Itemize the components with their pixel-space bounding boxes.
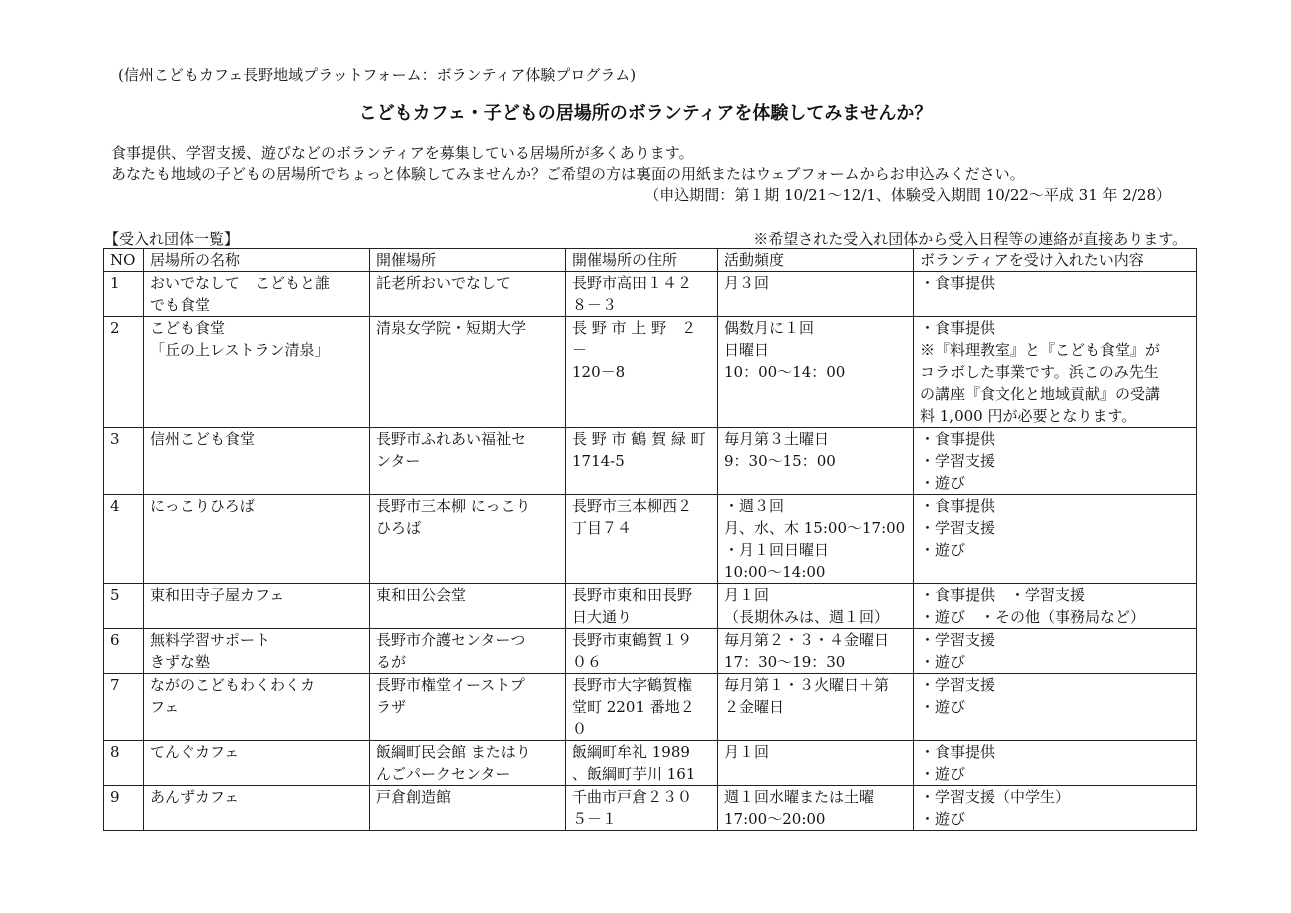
cell-address: 長 野 市 上 野 ２－ 120－8 [566, 317, 718, 428]
cell-frequency: 月３回 [718, 272, 914, 317]
cell-venue: 長野市三本柳 にっこり ひろば [370, 495, 566, 584]
cell-content: ・食事提供 ・学習支援 ・遊び [914, 428, 1197, 495]
cell-venue: 戸倉創造館 [370, 786, 566, 831]
column-header-venue: 開催場所 [370, 249, 566, 272]
column-header-address: 開催場所の住所 [566, 249, 718, 272]
column-header-frequency: 活動頻度 [718, 249, 914, 272]
cell-address: 長野市東鶴賀１９ ０６ [566, 629, 718, 674]
cell-venue: 長野市ふれあい福祉セ ンター [370, 428, 566, 495]
cell-address: 長野市大字鶴賀権 堂町 2201 番地２ ０ [566, 674, 718, 741]
cell-name: 無料学習サポート きずな塾 [144, 629, 370, 674]
cell-frequency: 毎月第３土曜日 9：30～15：00 [718, 428, 914, 495]
cell-name: にっこりひろば [144, 495, 370, 584]
table-row [104, 629, 1197, 674]
cell-name: こども食堂 「丘の上レストラン清泉」 [144, 317, 370, 428]
table-row [104, 495, 1197, 584]
cell-content: ・学習支援 ・遊び [914, 674, 1197, 741]
cell-name: てんぐカフェ [144, 741, 370, 786]
cell-no: 8 [104, 741, 144, 786]
table-row [104, 584, 1197, 629]
table-row [104, 674, 1197, 741]
list-label: 【受入れ団体一覧】 [104, 230, 240, 248]
cell-content: ・学習支援 ・遊び [914, 629, 1197, 674]
table-row [104, 272, 1197, 317]
cell-no: 7 [104, 674, 144, 741]
cell-no: 2 [104, 317, 144, 428]
cell-no: 9 [104, 786, 144, 831]
cell-address: 長野市東和田長野 日大通り [566, 584, 718, 629]
application-period: （申込期間：第１期 10/21～12/1、体験受入期間 10/22～平成 31 年 2/28） [644, 186, 1171, 204]
cell-venue: 託老所おいでなして [370, 272, 566, 317]
cell-content: ・学習支援（中学生） ・遊び [914, 786, 1197, 831]
table-row [104, 428, 1197, 495]
cell-frequency: 週１回水曜または土曜 17:00～20:00 [718, 786, 914, 831]
cell-address: 長野市高田１４２ ８－３ [566, 272, 718, 317]
column-header-no: NO [104, 249, 144, 272]
cell-venue: 飯綱町民会館 またはり んごパークセンター [370, 741, 566, 786]
cell-frequency: 毎月第２・３・４金曜日 17：30～19：30 [718, 629, 914, 674]
cell-frequency: 毎月第１・３火曜日＋第 ２金曜日 [718, 674, 914, 741]
intro-text-line-2: あなたも地域の子どもの居場所でちょっと体験してみませんか？ご希望の方は裏面の用紙またはウェブフォームからお申込みください。 [111, 165, 1025, 183]
table-row [104, 317, 1197, 428]
cell-no: 5 [104, 584, 144, 629]
cell-address: 長野市三本柳西２ 丁目７４ [566, 495, 718, 584]
cell-name: あんずカフェ [144, 786, 370, 831]
cell-venue: 長野市介護センターつ るが [370, 629, 566, 674]
page-title: こどもカフェ・子どもの居場所のボランティアを体験してみませんか？ [358, 103, 933, 124]
cell-no: 4 [104, 495, 144, 584]
contact-notice: ※希望された受入れ団体から受入日程等の連絡が直接あります。 [753, 230, 1187, 248]
table-row [104, 741, 1197, 786]
cell-no: 3 [104, 428, 144, 495]
cell-frequency: ・週３回 月、水、木 15:00～17:00 ・月１回日曜日 10:00～14:00 [718, 495, 914, 584]
table-header-row [104, 249, 1197, 272]
cell-frequency: 偶数月に１回 日曜日 10：00～14：00 [718, 317, 914, 428]
cell-name: おいでなして こどもと誰 でも食堂 [144, 272, 370, 317]
cell-content: ・食事提供 ※『料理教室』と『こども食堂』が コラボした事業です。浜このみ先生 の講座『食文化と地域貢献』の受講 料 1,000 円が必要となります。 [914, 317, 1197, 428]
cell-name: ながのこどもわくわくカ フェ [144, 674, 370, 741]
cell-frequency: 月１回 [718, 741, 914, 786]
intro-text-line-1: 食事提供、学習支援、遊びなどのボランティアを募集している居場所が多くあります。 [111, 144, 694, 162]
cell-no: 1 [104, 272, 144, 317]
cell-venue: 清泉女学院・短期大学 [370, 317, 566, 428]
column-header-content: ボランティアを受け入れたい内容 [914, 249, 1197, 272]
program-subtitle: (信州こどもカフェ長野地域プラットフォーム：ボランティア体験プログラム) [118, 66, 637, 84]
cell-venue: 長野市権堂イーストプ ラザ [370, 674, 566, 741]
column-header-name: 居場所の名称 [144, 249, 370, 272]
cell-address: 飯綱町牟礼 1989 、飯綱町芋川 161 [566, 741, 718, 786]
cell-content: ・食事提供 ・学習支援 ・遊び [914, 495, 1197, 584]
table-row [104, 786, 1197, 831]
cell-content: ・食事提供 ・学習支援 ・遊び ・その他（事務局など） [914, 584, 1197, 629]
cell-address: 長 野 市 鶴 賀 緑 町 1714-5 [566, 428, 718, 495]
organization-table [103, 248, 1197, 831]
cell-frequency: 月１回 （長期休みは、週１回） [718, 584, 914, 629]
cell-name: 信州こども食堂 [144, 428, 370, 495]
cell-venue: 東和田公会堂 [370, 584, 566, 629]
cell-address: 千曲市戸倉２３０ ５－１ [566, 786, 718, 831]
cell-name: 東和田寺子屋カフェ [144, 584, 370, 629]
cell-content: ・食事提供 [914, 272, 1197, 317]
cell-content: ・食事提供 ・遊び [914, 741, 1197, 786]
cell-no: 6 [104, 629, 144, 674]
